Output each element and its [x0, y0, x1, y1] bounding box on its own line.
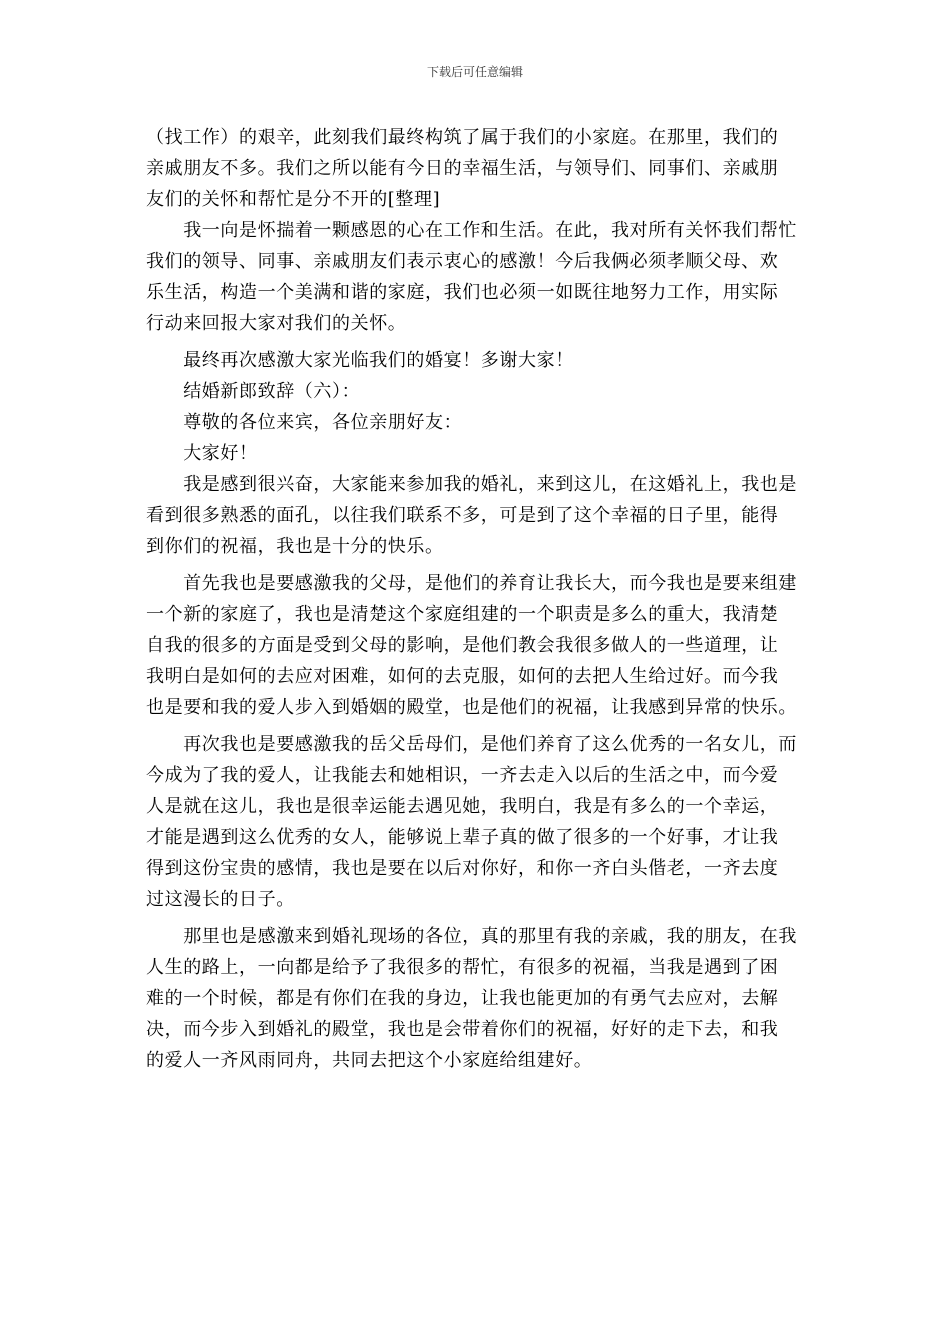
text-line: 得到这份宝贵的感情，我也是要在以后对你好，和你一齐白头偕老，一齐去度: [146, 858, 779, 879]
text-line: 我是感到很兴奋，大家能来参加我的婚礼，来到这儿，在这婚礼上，我也是: [146, 474, 797, 495]
paragraph: [146, 376, 806, 407]
text-line: 看到很多熟悉的面孔，以往我们联系不多，可是到了这个幸福的日子里，能得: [146, 505, 779, 526]
text-line: 人生的路上，一向都是给予了我很多的帮忙，有很多的祝福，当我是遇到了困: [146, 957, 779, 978]
paragraph: [146, 469, 806, 562]
page-header: 下载后可任意编辑: [426, 65, 523, 79]
paragraph: [146, 729, 806, 915]
text-line: 决，而今步入到婚礼的殿堂，我也是会带着你们的祝福，好好的走下去，和我: [146, 1019, 779, 1040]
paragraph: [146, 407, 806, 438]
text-line: 大家好！: [146, 443, 258, 464]
text-line: 再次我也是要感激我的岳父岳母们，是他们养育了这么优秀的一名女儿，而: [146, 734, 797, 755]
text-line: 首先我也是要感激我的父母，是他们的养育让我长大，而今我也是要来组建: [146, 573, 797, 594]
text-line: 人是就在这儿，我也是很幸运能去遇见她，我明白，我是有多么的一个幸运，: [146, 796, 779, 817]
text-line: 乐生活，构造一个美满和谐的家庭，我们也必须一如既往地努力工作，用实际: [146, 282, 779, 303]
text-line: 今成为了我的爱人，让我能去和她相识，一齐去走入以后的生活之中，而今爱: [146, 765, 779, 786]
paragraph: [146, 122, 806, 215]
paragraph: [146, 921, 806, 1076]
text-line: 我明白是如何的去应对困难，如何的去克服，如何的去把人生给过好。而今我: [146, 666, 779, 687]
text-line: 尊敬的各位来宾，各位亲朋好友：: [146, 412, 463, 433]
text-line: 过这漫长的日子。: [146, 889, 295, 910]
text-line: 行动来回报大家对我们的关怀。: [146, 313, 407, 334]
paragraph: [146, 345, 806, 376]
text-line: 的爱人一齐风雨同舟，共同去把这个小家庭给组建好。: [146, 1050, 593, 1071]
text-line: 到你们的祝福，我也是十分的快乐。: [146, 536, 444, 557]
text-line: 才能是遇到这么优秀的女人，能够说上辈子真的做了很多的一个好事，才让我: [146, 827, 779, 848]
text-line: 也是要和我的爱人步入到婚姻的殿堂，也是他们的祝福，让我感到异常的快乐。: [146, 697, 797, 718]
text-line: 友们的关怀和帮忙是分不开的[整理]: [146, 189, 441, 210]
text-line: 自我的很多的方面是受到父母的影响，是他们教会我很多做人的一些道理，让: [146, 635, 779, 656]
text-line: 一个新的家庭了，我也是清楚这个家庭组建的一个职责是多么的重大，我清楚: [146, 604, 779, 625]
text-line: 最终再次感激大家光临我们的婚宴！多谢大家！: [146, 350, 574, 371]
text-line: 我一向是怀揣着一颗感恩的心在工作和生活。在此，我对所有关怀我们帮忙: [146, 220, 797, 241]
text-line: 亲戚朋友不多。我们之所以能有今日的幸福生活，与领导们、同事们、亲戚朋: [146, 158, 779, 179]
paragraph: [146, 215, 806, 339]
text-line: 我们的领导、同事、亲戚朋友们表示衷心的感激！今后我俩必须孝顺父母、欢: [146, 251, 779, 272]
text-line: 那里也是感激来到婚礼现场的各位，真的那里有我的亲戚，我的朋友，在我: [146, 926, 797, 947]
paragraph: [146, 568, 806, 723]
document-body: [146, 122, 806, 1076]
paragraph: [146, 438, 806, 469]
text-line: 难的一个时候，都是有你们在我的身边，让我也能更加的有勇气去应对，去解: [146, 988, 779, 1009]
text-line: （找工作）的艰辛，此刻我们最终构筑了属于我们的小家庭。在那里，我们的: [146, 127, 779, 148]
text-line: 结婚新郎致辞（六）：: [146, 381, 361, 402]
